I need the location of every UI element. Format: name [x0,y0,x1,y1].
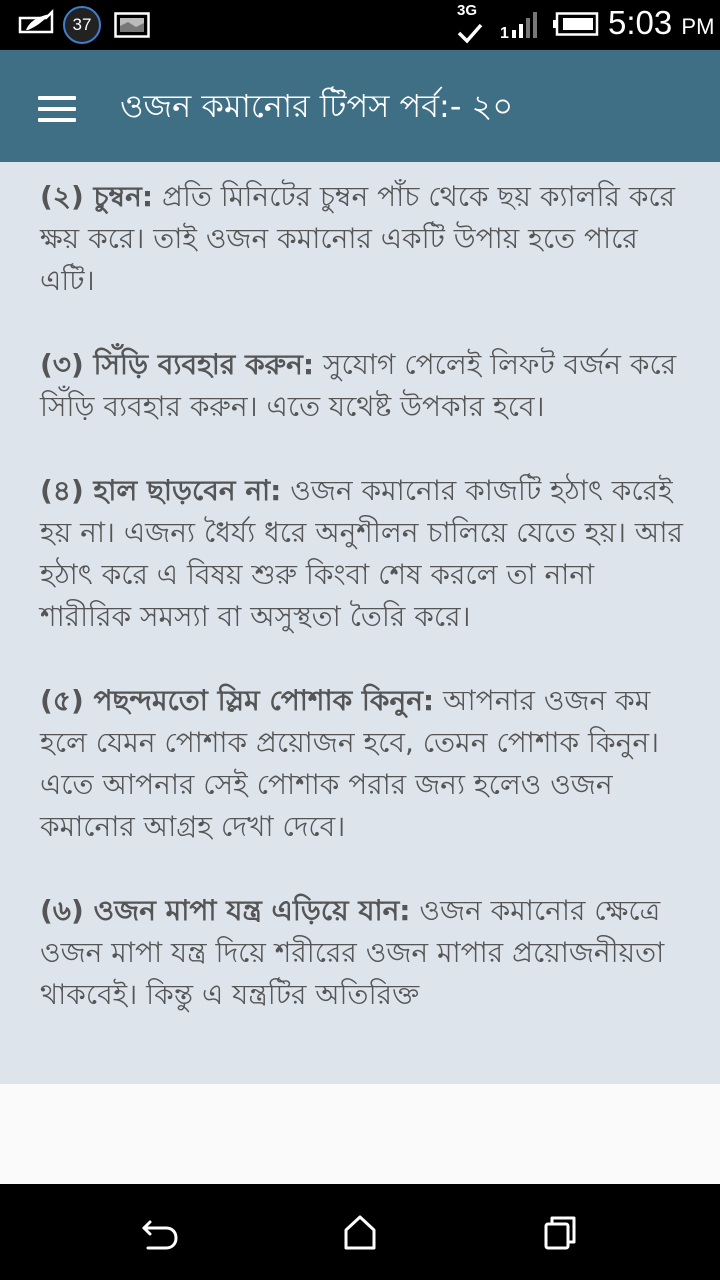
svg-text:1: 1 [500,25,509,40]
tip-item [40,680,690,848]
tip-item [40,470,690,638]
ad-banner-area [0,1084,720,1184]
tip-body: আপনার ওজন কম হলে যেমন পোশাক প্রয়োজন হবে, তেমন পোশাক কিনুন। এতে আপনার সেই পোশাক পরার জন্য হলেও ওজন কমানোর আগ্রহ দেখা দেবে। [40,684,660,843]
page-title: ওজন কমানোর টিপস পর্ব:- ২০ [120,87,514,125]
tip-heading: (২) চুম্বন: [40,180,154,213]
signal-icon [500,10,542,40]
battery-icon [553,12,599,36]
tip-item [40,890,690,1016]
gallery-icon [114,12,150,38]
tip-item [40,344,690,428]
feather-icon [16,8,56,38]
home-icon[interactable] [336,1208,384,1256]
article-content[interactable] [0,162,720,1084]
tip-body: প্রতি মিনিটের চুম্বন পাঁচ থেকে ছয় ক্যালরি করে ক্ষয় করে। তাই ওজন কমানোর একটি উপায় হতে পারে এটি। [40,180,676,297]
navigation-bar [0,1184,720,1280]
tip-body: ওজন কমানোর ক্ষেত্রে ওজন মাপা যন্ত্র দিয়ে শরীরের ওজন মাপার প্রয়োজনীয়তা থাকবেই। কিন্তু এ যন্ত্রটির অতিরিক্ত [40,894,665,1011]
tip-body: ওজন কমানোর কাজটি হঠাৎ করেই হয় না। এজন্য ধৈর্য্য ধরে অনুশীলন চালিয়ে যেতে হয়। আর হঠাৎ করে এ বিষয় শুরু কিংবা শেষ করলে তা নানা শারীরিক সমস্যা বা অসুস্থতা তৈরি করে। [40,474,683,633]
check-icon [456,22,484,44]
tip-heading: (৬) ওজন মাপা যন্ত্র এড়িয়ে যান: [40,894,411,927]
recent-apps-icon[interactable] [536,1208,584,1256]
article-body [40,176,690,1058]
back-icon[interactable] [136,1208,184,1256]
app-toolbar [0,50,720,162]
tip-item [40,176,690,302]
tip-heading: (৩) সিঁড়ি ব্যবহার করুন: [40,348,315,381]
hamburger-menu-icon[interactable] [24,76,88,136]
clock-time: 5:03 [608,4,673,41]
badge-count: 37 [72,15,92,34]
status-bar [0,0,720,50]
tip-heading: (৪) হাল ছাড়বেন না: [40,474,282,507]
network-3g-icon [452,2,486,46]
status-clock [608,4,714,42]
clock-ampm: PM [681,14,715,39]
tip-body: সুযোগ পেলেই লিফট বর্জন করে সিঁড়ি ব্যবহার করুন। এতে যথেষ্ট উপকার হবে। [40,348,677,423]
tip-heading: (৫) পছন্দমতো স্লিম পোশাক কিনুন: [40,684,435,717]
notification-count-badge [63,6,101,44]
network-type: 3G [457,2,478,19]
